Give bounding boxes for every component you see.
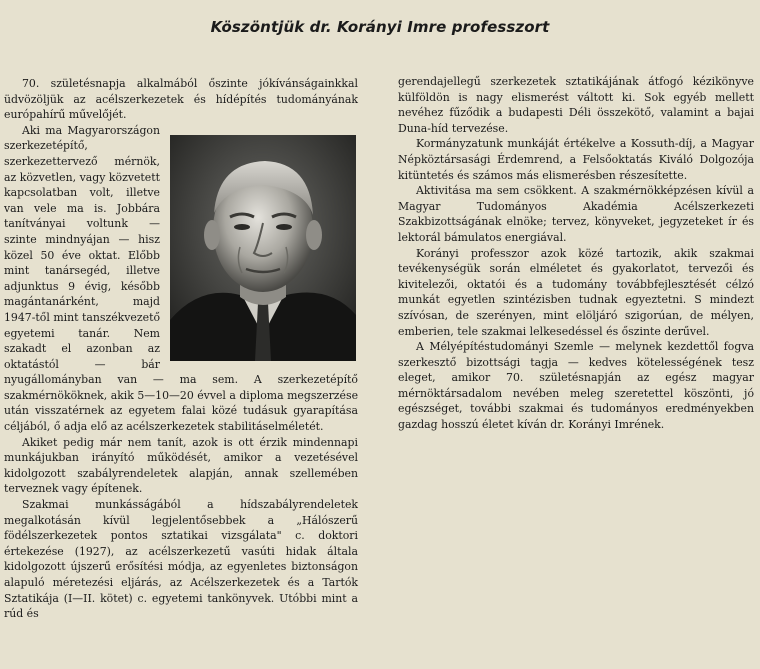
left-paragraph-1: 70. születésnapja alkalmából őszinte jókívánságainkkal üdvözöljük az acélszerkezetek és hídépítés tudományának európahírű művelőjét. — [4, 77, 358, 122]
right-paragraph-5: A Mélyépítéstudományi Szemle — melynek kezdettől fogva szerkesztő bizottsági tagja — kedves kötelességének tesz eleget, amikor 70. születésnapján az egész magyar mérnöktársadalom nevében meleg szeretettel köszönti, jó egészséget, további szakmai és tudományos eredményekben gazdag hosszú életet kíván dr. Korányi Imrének. — [398, 340, 754, 432]
left-column — [4, 76, 358, 622]
right-paragraph-3: Aktivitása ma sem csökkent. A szakmérnökképzésen kívül a Magyar Tudományos Akadémia Acélszerkezeti Szakbizottságának elnöke; tervez, könyveket, jegyzeteket ír és lektorál bámulatos energiával. — [398, 184, 754, 244]
right-paragraph-4: Korányi professzor azok közé tartozik, akik szakmai tevékenységük során elméletet és gyakorlatot, tervezői és kivitelezői, oktatói és a tudomány továbbfejlesztését célzó munkát egyetlen szintézisben tudnak egyeztetni. S mindezt szívósan, de szerényen, mint elöljáró szigorúan, de mélyen, emberien, tele szakmai lelkesedéssel és őszinte derűvel. — [398, 246, 754, 338]
left-paragraph-3: Akiket pedig már nem tanít, azok is ott érzik mindennapi munkájukban irányító működését, amikor a vezetésével kidolgozott szabályrendeletek alapján, annak szellemében terveznek vagy építenek. — [4, 435, 358, 496]
article-title: Köszöntjük dr. Korányi Imre professzort — [210, 18, 550, 36]
portrait-frame — [170, 135, 358, 363]
left-paragraph-4: Szakmai munkásságából a hídszabályrendeletek megalkotásán kívül legjelentősebbek a „Hálószerű födélszerkezetek pontos sztatikai vizsgálata" c. doktori értekezése (1927), az acélszerkezetű vasúti hidak általa kidolgozott újszerű erősítési módja, az egyenletes biztonságon alapuló méretezési eljárás, az Acélszerkezetek és a Tartók Sztatikája (I—II. kötet) c. egyetemi tankönyvek. Utóbbi mint a rúd és — [4, 498, 358, 621]
right-paragraph-1: gerendajellegű szerkezetek sztatikájának átfogó kézikönyve külföldön is nagy elismerést váltott ki. Sok egyéb mellett nevéhez fűződik a budapesti Déli összekötő, valamint a bajai Duna-híd tervezése. — [398, 75, 754, 135]
portrait-photo-icon — [170, 135, 356, 361]
right-column — [398, 74, 754, 433]
left-paragraph-2: Aki ma Magyarországon szerkezetépítő, szerkezettervező mérnök, az közvetlen, vagy közvetett kapcsolatban volt, illetve van vele ma is. Jobbára tanítványai voltunk — szinte mindnyájan — hisz közel 50 éve oktat. Előbb mint tanársegéd, illetve adjunktus 9 évig, később magántanárként, majd 1947-től mint tanszékvezető egyetemi tanár. Nem szakadt el azonban az oktatástól — bár nyugállományban van — ma sem. A szerkezetépítő szakmérnököknek, akik 5—10—20 évvel a diploma megszerzése után visszatérnek az egyetem falai közé tudásuk gyarapítása céljából, ő adja elő az acélszerkezetek stabilitáselméletét. — [4, 123, 359, 434]
right-paragraph-2: Kormányzatunk munkáját értékelve a Kossuth-díj, a Magyar Népköztársasági Érdemrend, a Felsőoktatás Kiváló Dolgozója kitüntetés és számos más elismerésben részesítette. — [398, 137, 754, 182]
